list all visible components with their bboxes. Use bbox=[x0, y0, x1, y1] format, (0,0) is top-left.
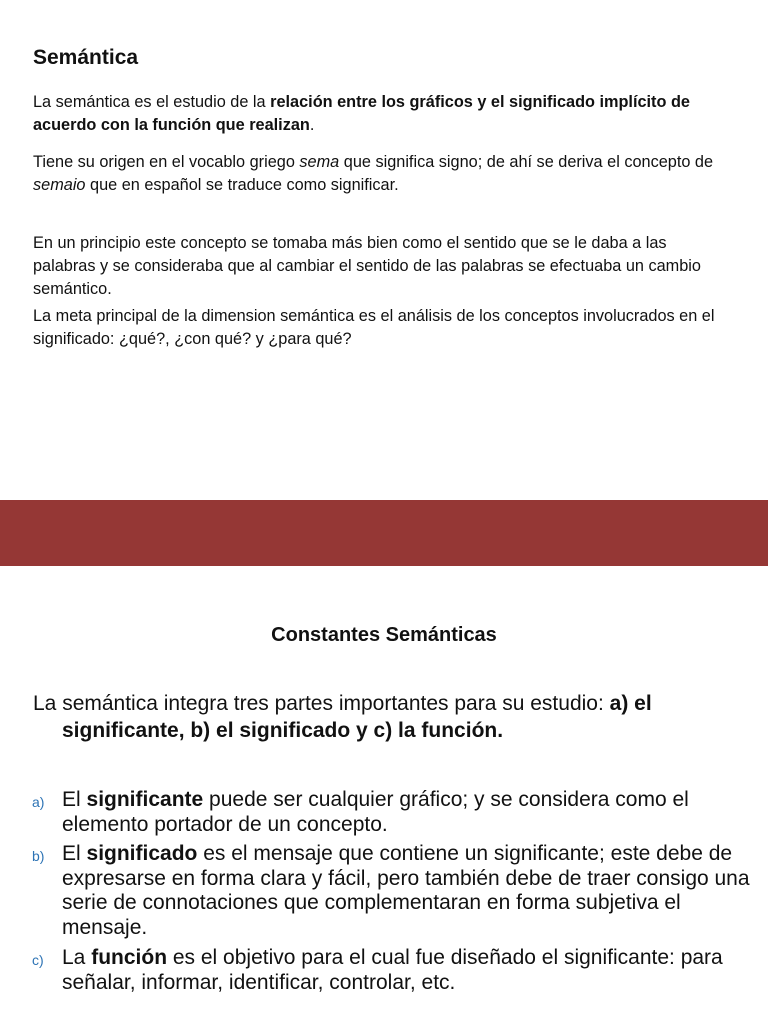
list-item-text: es el objetivo para el cual fue diseñado el significante: para señalar, informar, identificar, controlar, etc. bbox=[62, 946, 723, 994]
intro-text: La semántica integra tres partes importantes para su estudio: bbox=[33, 692, 610, 715]
list-item-text: es el mensaje que contiene un significante; este debe de expresarse en forma clara y fácil, pero también debe de traer consigo una serie de connotaciones que complementaran en forma subjetiva el mensaje. bbox=[62, 842, 750, 939]
origin-paragraph bbox=[33, 151, 733, 197]
list-item-term: significante bbox=[86, 788, 204, 811]
goal-paragraph: La meta principal de la dimension semántica es el análisis de los conceptos involucrados en el significado: ¿qué?, ¿con qué? y ¿para qué? bbox=[33, 307, 715, 348]
list-item-significado bbox=[32, 842, 752, 940]
list-item-significante bbox=[32, 788, 752, 837]
slide-title: Semántica bbox=[33, 46, 139, 69]
list-item-funcion bbox=[32, 946, 752, 995]
list-marker: b) bbox=[32, 848, 45, 864]
list-item-term: significado bbox=[86, 842, 198, 865]
origin-text-b: que significa signo; de ahí se deriva el concepto de bbox=[339, 153, 714, 171]
list-marker: c) bbox=[32, 952, 44, 968]
origin-text-c: que en español se traduce como significar. bbox=[85, 176, 399, 194]
definition-paragraph bbox=[33, 91, 733, 137]
slide-separator-band bbox=[0, 500, 768, 566]
slide-title: Constantes Semánticas bbox=[271, 624, 497, 646]
list-item-text: La bbox=[62, 946, 92, 969]
list-marker: a) bbox=[32, 794, 45, 810]
list-item-term: función bbox=[91, 946, 168, 969]
intro-bold-text: a) el significante, b) el significado y c) la función. bbox=[62, 692, 652, 742]
slide-semantica bbox=[0, 0, 768, 500]
definition-bold-text: relación entre los gráficos y el significado implícito de acuerdo con la función que realizan bbox=[33, 93, 690, 134]
intro-paragraph bbox=[33, 690, 762, 744]
origin-term-semaio: semaio bbox=[33, 176, 86, 194]
list-item-text: El bbox=[62, 842, 87, 865]
history-paragraph: En un principio este concepto se tomaba más bien como el sentido que se le daba a las palabras y se consideraba que al cambiar el sentido de las palabras se efectuaba un cambio semántico. bbox=[33, 234, 701, 298]
list-item-text: El bbox=[62, 788, 87, 811]
definition-end: . bbox=[309, 116, 315, 134]
definition-text: La semántica es el estudio de la bbox=[33, 93, 271, 111]
slide-constantes-semanticas bbox=[0, 566, 768, 1024]
list-item-text: puede ser cualquier gráfico; y se considera como el elemento portador de un concepto. bbox=[62, 788, 689, 836]
origin-text-a: Tiene su origen en el vocablo griego bbox=[33, 153, 300, 171]
origin-term-sema: sema bbox=[299, 153, 340, 171]
